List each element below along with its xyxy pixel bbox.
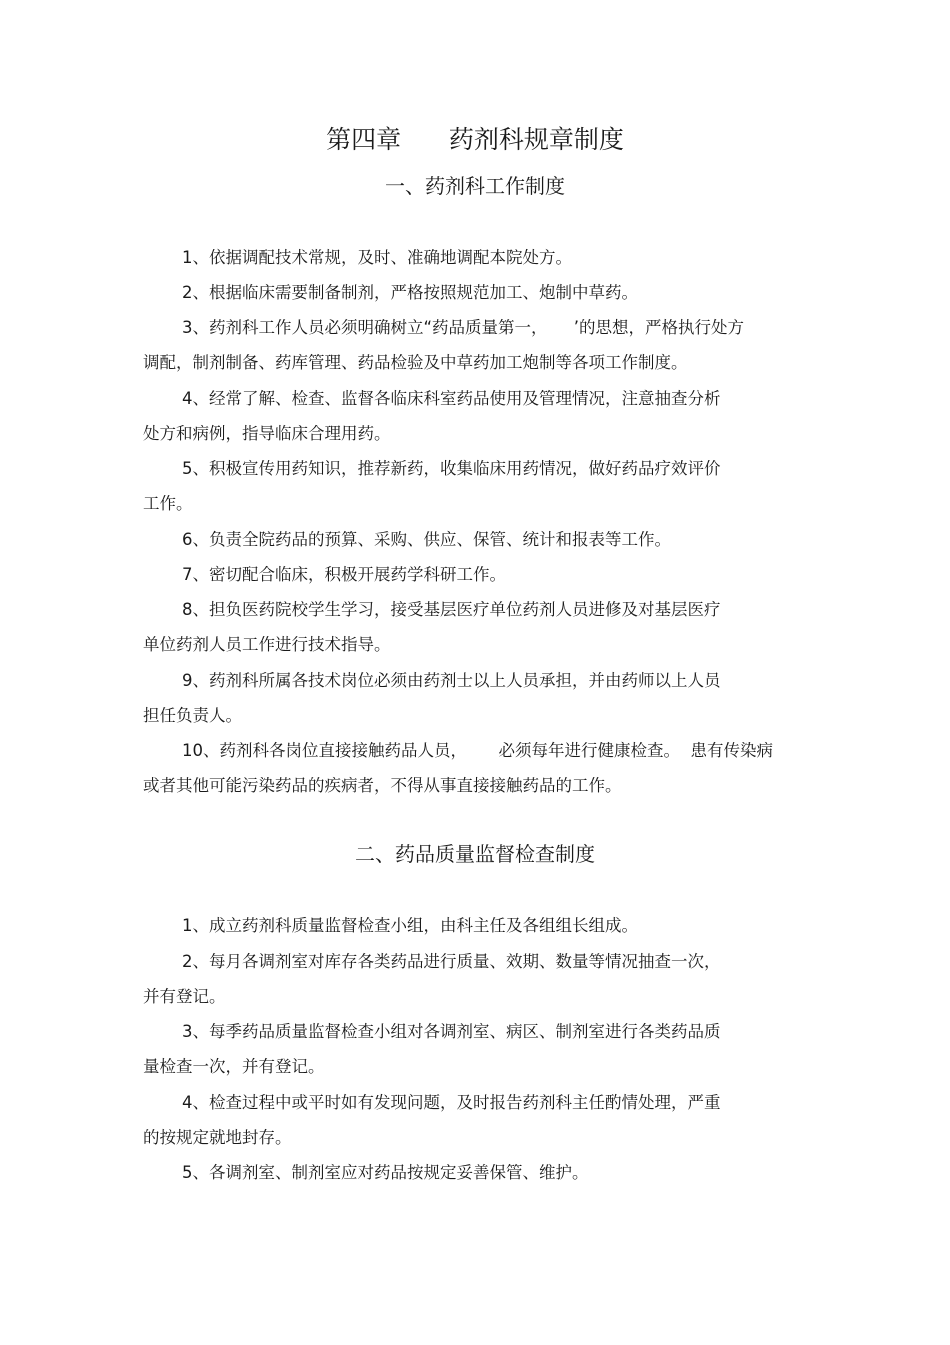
paragraph-line: 8、担负医药院校学生学习，接受基层医疗单位药剂人员进修及对基层医疗 xyxy=(182,600,721,619)
section-title-quality-inspection: 二、药品质量监督检查制度 xyxy=(355,842,595,866)
paragraph-line: 1、依据调配技术常规，及时、准确地调配本院处方。 xyxy=(182,248,572,267)
paragraph-line: 担任负责人。 xyxy=(143,706,242,725)
paragraph-line: 调配，制剂制备、药库管理、药品检验及中草药加工炮制等各项工作制度。 xyxy=(143,353,688,372)
paragraph-line: 或者其他可能污染药品的疾病者，不得从事直接接触药品的工作。 xyxy=(143,776,622,795)
paragraph-line: 7、密切配合临床，积极开展药学科研工作。 xyxy=(182,565,506,584)
paragraph-line: 单位药剂人员工作进行技术指导。 xyxy=(143,635,391,654)
paragraph-line: 3、药剂科工作人员必须明确树立“药品质量第一， ’的思想，严格执行处方 xyxy=(182,318,745,337)
chapter-title: 第四章 药剂科规章制度 xyxy=(326,125,624,154)
paragraph-line: 4、经常了解、检查、监督各临床科室药品使用及管理情况，注意抽查分析 xyxy=(182,389,721,408)
paragraph-line: 处方和病例，指导临床合理用药。 xyxy=(143,424,391,443)
paragraph-line: 量检查一次，并有登记。 xyxy=(143,1057,325,1076)
paragraph-line: 的按规定就地封存。 xyxy=(143,1128,292,1147)
paragraph-line: 1、成立药剂科质量监督检查小组，由科主任及各组组长组成。 xyxy=(182,916,638,935)
paragraph-line: 并有登记。 xyxy=(143,987,226,1006)
paragraph-line: 2、每月各调剂室对库存各类药品进行质量、效期、数量等情况抽查一次， xyxy=(182,952,721,971)
paragraph-line: 5、积极宣传用药知识，推荐新药，收集临床用药情况，做好药品疗效评价 xyxy=(182,459,721,478)
paragraph-line: 工作。 xyxy=(143,494,193,513)
paragraph-line: 6、负责全院药品的预算、采购、供应、保管、统计和报表等工作。 xyxy=(182,530,671,549)
paragraph-line: 5、各调剂室、制剂室应对药品按规定妥善保管、维护。 xyxy=(182,1163,589,1182)
paragraph-line: 2、根据临床需要制备制剂，严格按照规范加工、炮制中草药。 xyxy=(182,283,638,302)
section-title-work-rules: 一、药剂科工作制度 xyxy=(385,174,565,198)
paragraph-line: 10、药剂科各岗位直接接触药品人员， 必须每年进行健康检查。 患有传染病 xyxy=(182,741,773,760)
paragraph-line: 3、每季药品质量监督检查小组对各调剂室、病区、制剂室进行各类药品质 xyxy=(182,1022,721,1041)
paragraph-line: 4、检查过程中或平时如有发现问题，及时报告药剂科主任酌情处理，严重 xyxy=(182,1093,721,1112)
paragraph-line: 9、药剂科所属各技术岗位必须由药剂士以上人员承担，并由药师以上人员 xyxy=(182,671,721,690)
